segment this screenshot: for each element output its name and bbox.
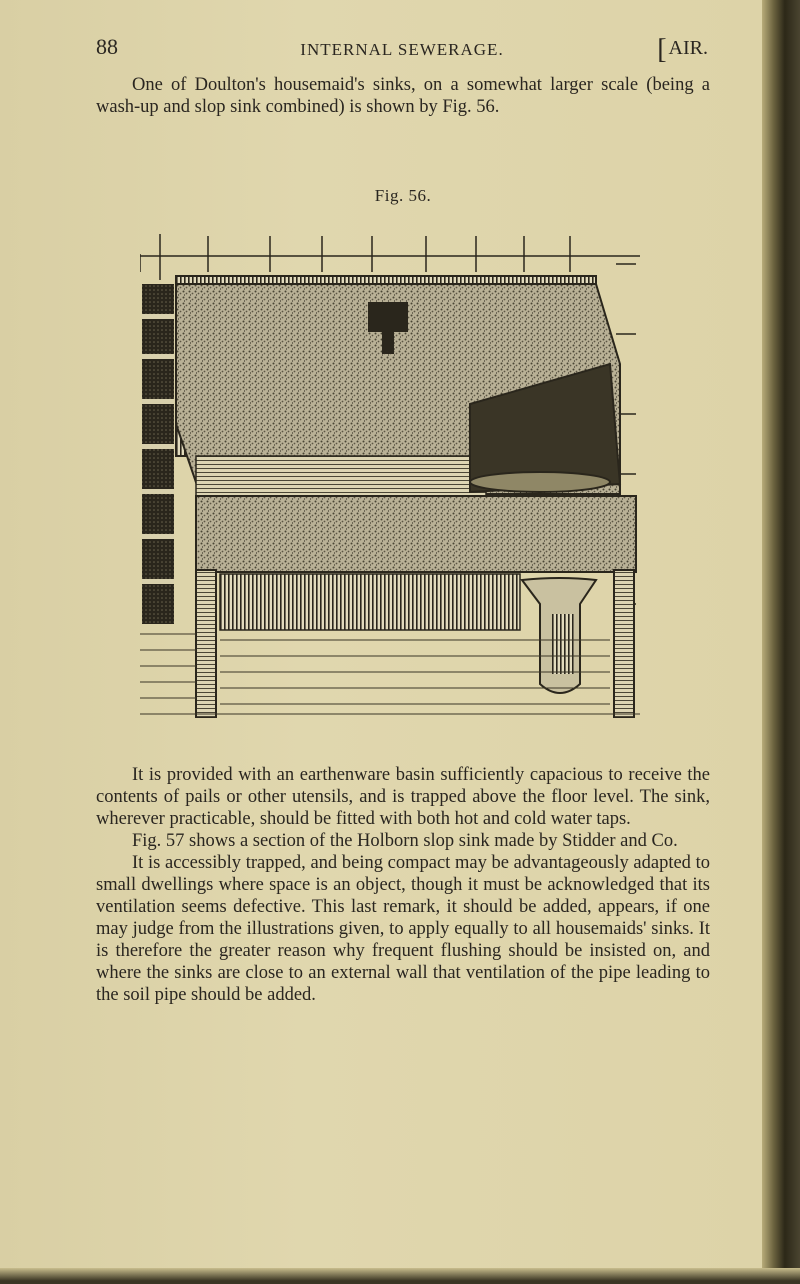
sink-leg-left	[196, 570, 216, 718]
page-bottom-edge	[0, 1268, 800, 1284]
body-paragraph: It is provided with an earthenware basin sufficiently capacious to receive the contents of pails or other utensils, and is trapped above the floor level. The sink, wherever practicable, should be fitted with both hot and cold water taps.	[96, 765, 710, 829]
section-tag	[657, 30, 708, 65]
draining-board	[196, 456, 486, 496]
page-header	[96, 30, 708, 70]
under-rail	[220, 574, 520, 630]
intro-paragraph: One of Doulton's housemaid's sinks, on a somewhat larger scale (being a wash-up and slop sink combined) is shown by Fig. 56.	[96, 75, 710, 117]
bracket-glyph: [	[657, 34, 667, 65]
figure-sink-illustration	[140, 224, 640, 718]
body-text	[96, 764, 710, 1006]
running-title: INTERNAL SEWERAGE.	[300, 40, 504, 59]
figure-caption: Fig. 56.	[374, 186, 432, 205]
page-number: 88	[96, 34, 118, 59]
body-paragraph: Fig. 57 shows a section of the Holborn slop sink made by Stidder and Co.	[132, 831, 678, 851]
sink-leg-right	[614, 570, 634, 718]
wall-brick	[142, 284, 174, 624]
sink-front	[196, 496, 636, 572]
book-spine	[762, 0, 800, 1284]
sink-engraving	[140, 224, 640, 718]
body-paragraph: It is accessibly trapped, and being compact may be advantageously adapted to small dwellings where space is an object, though it must be acknowledged that its ventilation seems defective. This last remark, it should be added, appears, if one may judge from the illustrations given, to apply equally to all housemaids' sinks. It is therefore the greater reason why frequent flushing should be insisted on, and where the sinks are close to an external wall that ventilation of the pipe leading to the soil pipe should be added.	[96, 853, 710, 1005]
section-tag-text: AIR.	[668, 37, 708, 59]
water-tap	[368, 302, 408, 332]
intro-text	[96, 74, 710, 118]
